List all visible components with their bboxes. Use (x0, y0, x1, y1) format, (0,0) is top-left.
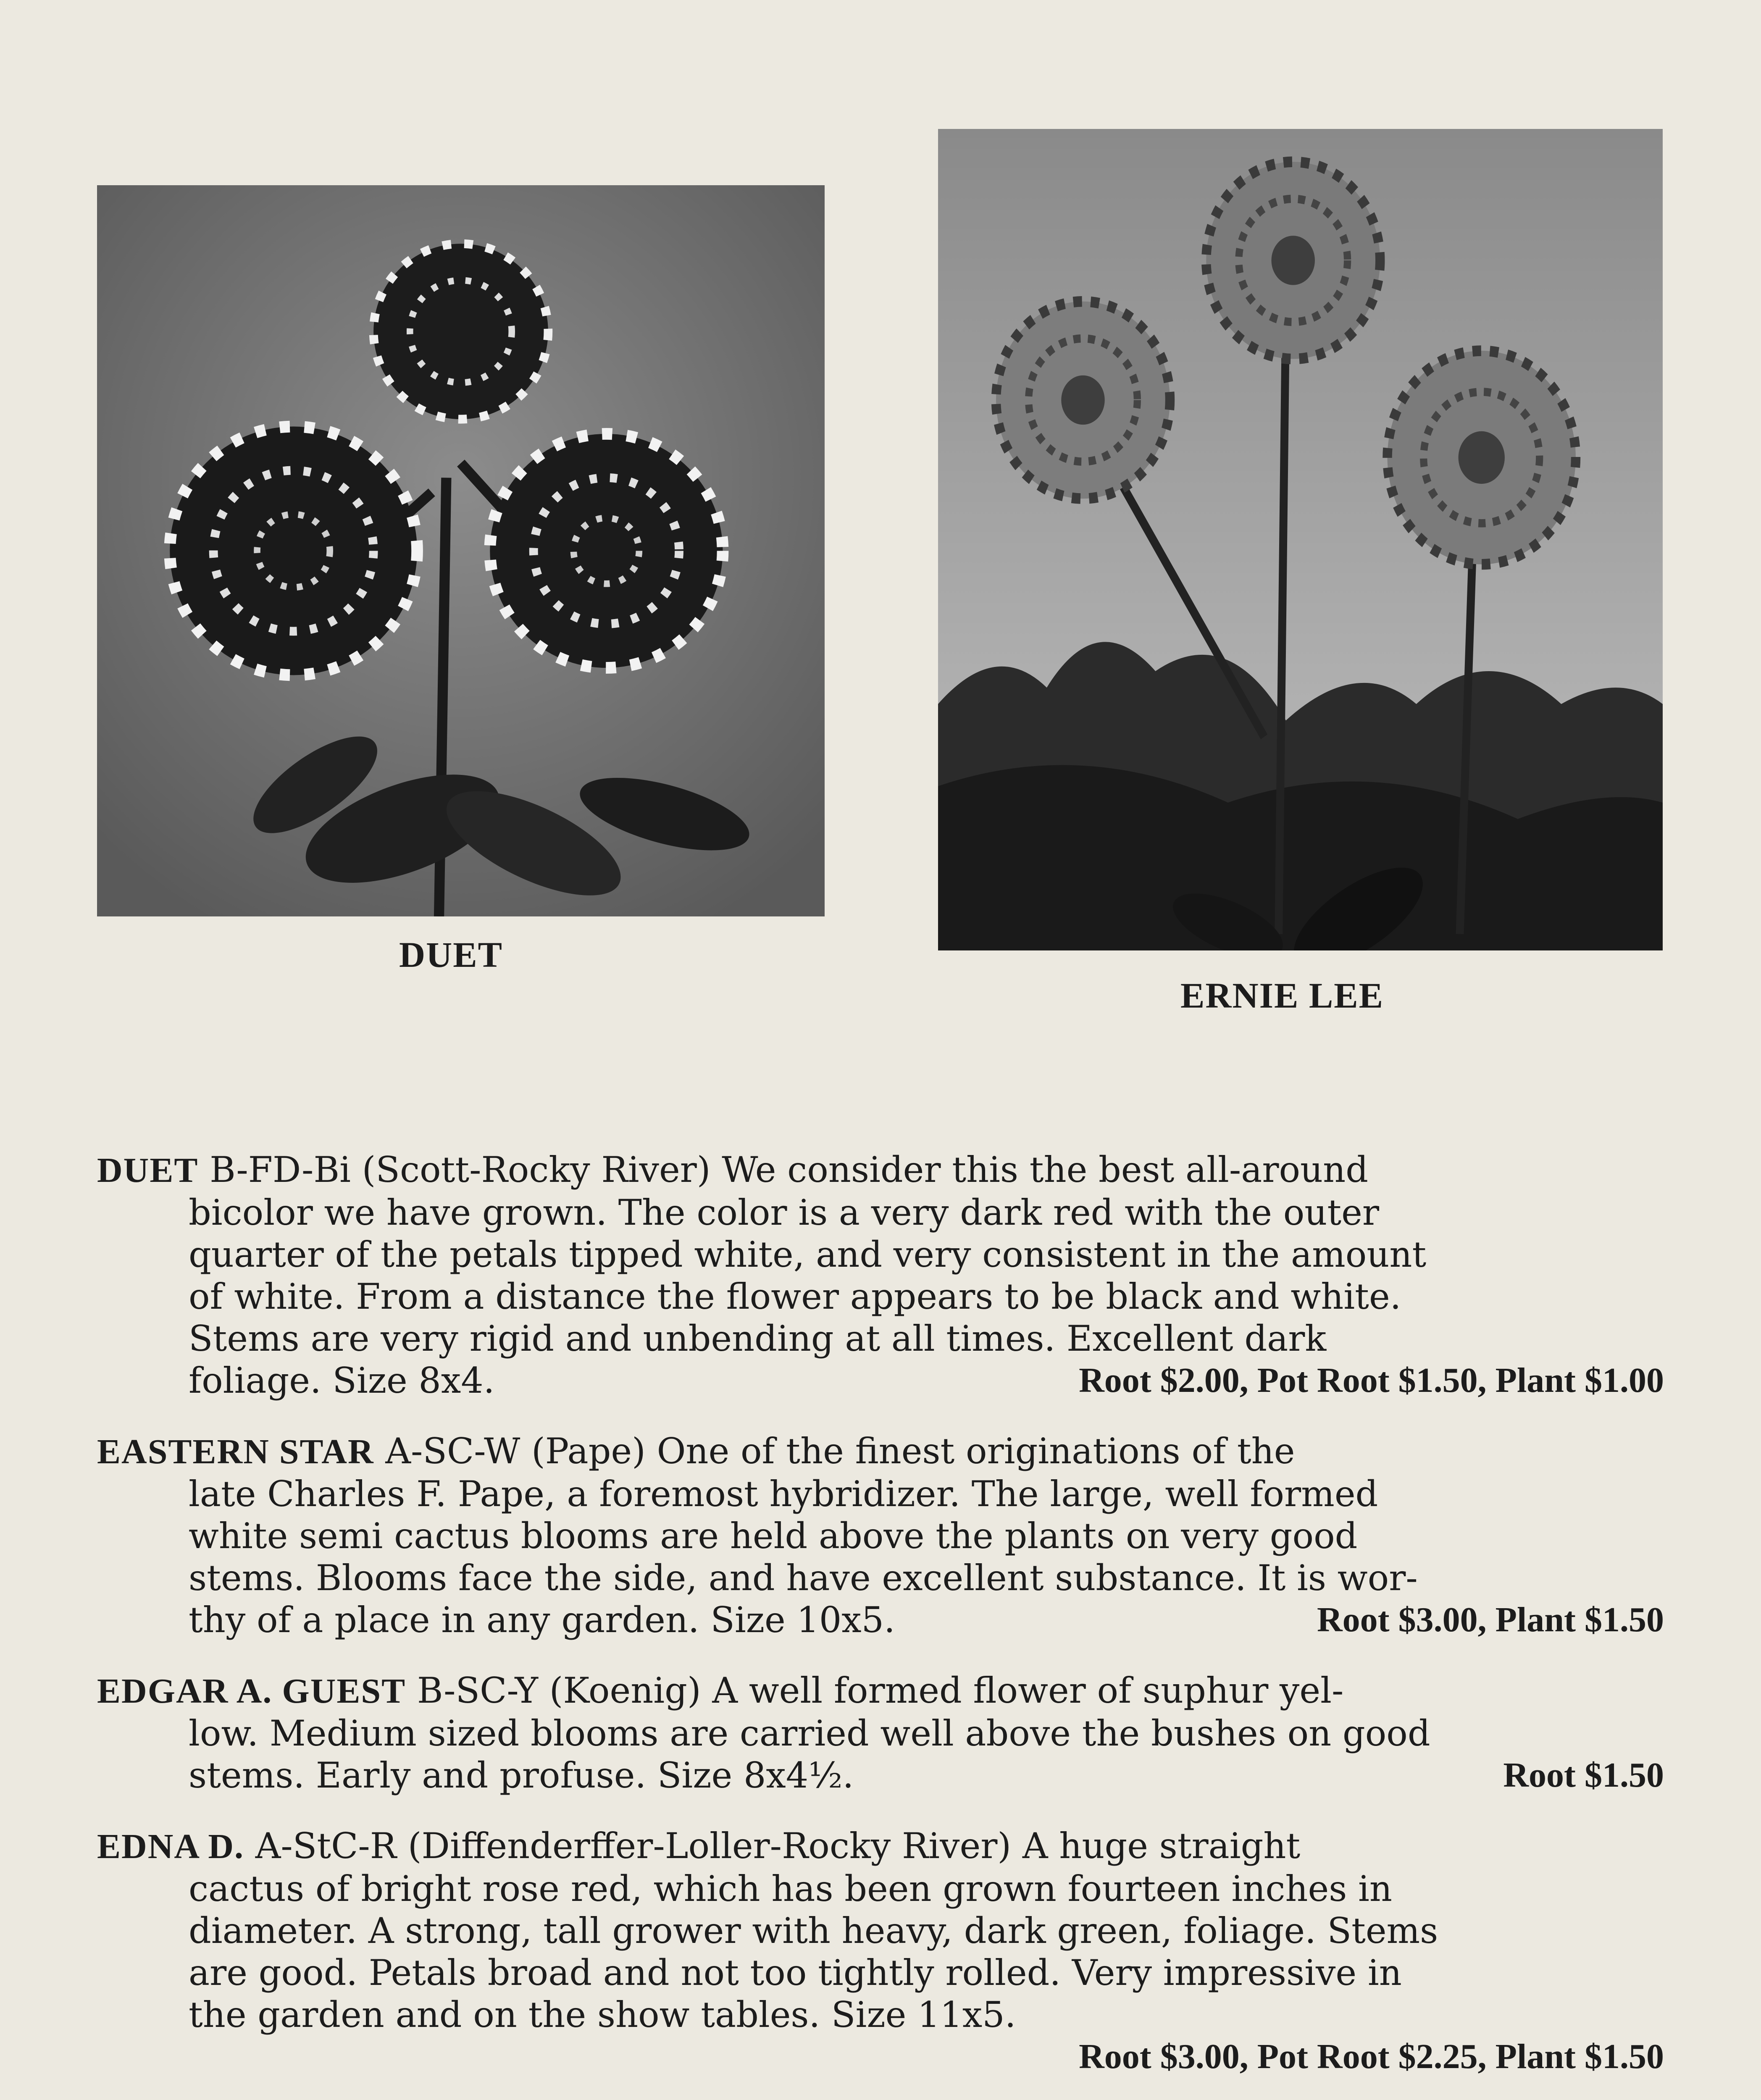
entry-description: B-SC-Y (Koenig) A well formed flower of suphur yel- (406, 1670, 1344, 1711)
catalog-entries (97, 1149, 1664, 2100)
entry-price: Root $3.00, Plant $1.50 (1317, 1600, 1664, 1639)
ernie-lee-photo (938, 129, 1663, 950)
entry-description: diameter. A strong, tall grower with heavy, dark green, foliage. Stems (189, 1910, 1438, 1951)
entry-price: Root $1.50 (1503, 1756, 1664, 1795)
duet-caption: DUET (399, 934, 503, 975)
entry-name: EDNA D. (97, 1827, 244, 1866)
entry-description: stems. Early and profuse. Size 8x4½. (189, 1755, 854, 1796)
entry-price: Root $3.00, Pot Root $2.25, Plant $1.50 (1079, 2037, 1664, 2076)
entry-description: late Charles F. Pape, a foremost hybridizer. The large, well formed (189, 1473, 1378, 1515)
entry-description: low. Medium sized blooms are carried well above the bushes on good (189, 1713, 1430, 1754)
entry-name: DUET (97, 1151, 199, 1190)
entry-description: B-FD-Bi (Scott-Rocky River) We consider this the best all-around (198, 1149, 1369, 1190)
entry-description: foliage. Size 8x4. (189, 1360, 495, 1401)
entry-description: of white. From a distance the flower appears to be black and white. (189, 1276, 1401, 1317)
dahlia-photo-image (97, 185, 825, 916)
entry-description: bicolor we have grown. The color is a very dark red with the outer (189, 1192, 1380, 1233)
catalog-entry (97, 1825, 1664, 2078)
entry-description: stems. Blooms face the side, and have excellent substance. It is wor- (189, 1557, 1418, 1599)
entry-name: EDGAR A. GUEST (97, 1672, 406, 1711)
catalog-entry (97, 1149, 1664, 1402)
entry-description: cactus of bright rose red, which has been grown fourteen inches in (189, 1868, 1392, 1909)
entry-description: quarter of the petals tipped white, and very consistent in the amount (189, 1234, 1427, 1275)
entry-price: Root $2.00, Pot Root $1.50, Plant $1.00 (1079, 1361, 1664, 1400)
entry-description: the garden and on the show tables. Size 11x5. (189, 1994, 1016, 2035)
catalog-entry (97, 1670, 1664, 1796)
entry-description: A-StC-R (Diffenderffer-Loller-Rocky River) A huge straight (244, 1825, 1301, 1866)
catalog-entry (97, 1430, 1664, 1641)
duet-photo (97, 185, 825, 916)
entry-description: are good. Petals broad and not too tightly rolled. Very impressive in (189, 1952, 1402, 1993)
entry-description: A-SC-W (Pape) One of the finest originations of the (374, 1431, 1295, 1472)
entry-name: EASTERN STAR (97, 1432, 374, 1471)
dahlia-photo-image (938, 129, 1663, 950)
ernie-lee-caption: ERNIE LEE (1180, 975, 1384, 1016)
entry-description: Stems are very rigid and unbending at all times. Excellent dark (189, 1318, 1327, 1359)
entry-description: thy of a place in any garden. Size 10x5. (189, 1599, 895, 1641)
entry-description: white semi cactus blooms are held above the plants on very good (189, 1515, 1358, 1557)
